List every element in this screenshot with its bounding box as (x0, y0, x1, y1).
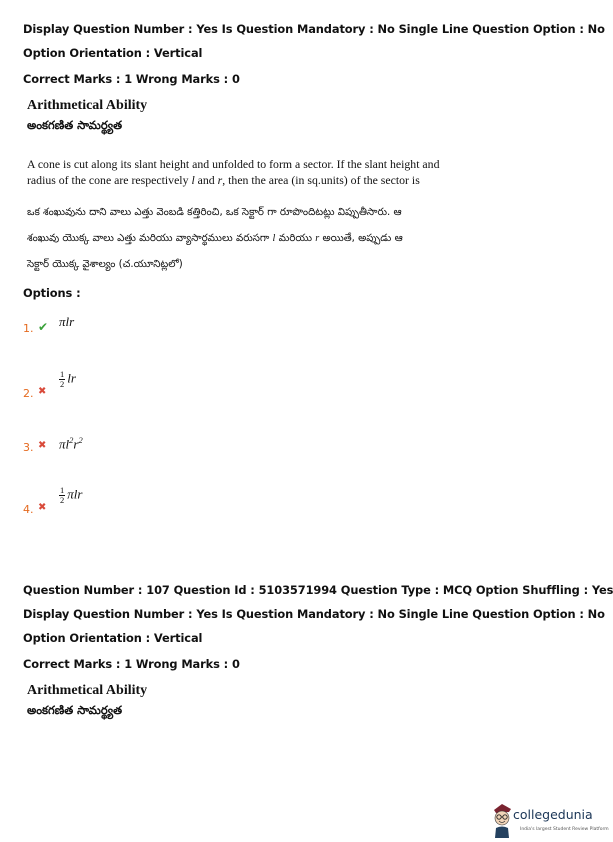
question-meta-line: Display Question Number : Yes Is Question Mandatory : No Single Line Question Option : No (23, 22, 605, 36)
subject-english: Arithmetical Ability (27, 98, 148, 113)
subject-telugu: అంకగణిత సామర్థ్యత (27, 703, 123, 717)
fraction: $\frac{1}{2}$ (60, 369, 65, 389)
option-orientation: Option Orientation : Vertical (23, 631, 203, 645)
mascot-icon (490, 801, 514, 839)
option-text: $\pi l^2r^2$ (59, 435, 83, 452)
option-text: $\frac{1}{2}$ lr (60, 369, 76, 389)
question-text-telugu-line3: సెక్టార్ యొక్క వైశాల్యం (చ.యూనిట్లలో) (27, 259, 183, 270)
collegedunia-logo (490, 801, 609, 841)
marks-info: Correct Marks : 1 Wrong Marks : 0 (23, 72, 240, 86)
subject-english: Arithmetical Ability (27, 683, 148, 698)
marks-info: Correct Marks : 1 Wrong Marks : 0 (23, 657, 240, 671)
logo-tagline: India's largest Student Review Platform (520, 827, 609, 832)
question-text-telugu-line1: ఒక శంఖువును దాని వాలు ఎత్తు వెంబడి కత్తిరించి, ఒక సెక్టార్ గా రూపొందిటట్లు విప్పుతీసారు. ఆ (27, 207, 402, 218)
question-text-telugu-line2: శంఖువు యొక్క వాలు ఎత్తు మరియు వ్యాసార్థములు వరుసగా l మరియు r అయితే, అప్పుడు ఆ (27, 233, 403, 244)
cross-icon: ✖ (38, 386, 47, 397)
question-text-english-line2: radius of the cone are respectively l and r, then the area (in sq.units) of the sector is (27, 173, 420, 187)
check-icon: ✔ (38, 320, 49, 334)
fraction: $\frac{1}{2}$ (60, 485, 65, 505)
option-text: $\frac{1}{2}$ πlr (60, 485, 83, 505)
options-label: Options : (23, 286, 81, 300)
option-number: 2. (23, 387, 34, 400)
option-number: 4. (23, 503, 34, 516)
question-meta-line: Display Question Number : Yes Is Question Mandatory : No Single Line Question Option : No (23, 607, 605, 621)
question-text-english-line1: A cone is cut along its slant height and unfolded to form a sector. If the slant height and (27, 157, 440, 171)
cross-icon: ✖ (38, 440, 47, 451)
cross-icon: ✖ (38, 502, 47, 513)
option-number: 3. (23, 441, 34, 454)
question-meta-line: Question Number : 107 Question Id : 5103571994 Question Type : MCQ Option Shuffling : Yes (23, 583, 613, 597)
option-orientation: Option Orientation : Vertical (23, 46, 203, 60)
option-number: 1. (23, 322, 34, 335)
option-text: πlr (59, 314, 75, 329)
logo-wordmark: collegedunia (513, 807, 593, 822)
subject-telugu: అంకగణిత సామర్థ్యత (27, 118, 123, 132)
